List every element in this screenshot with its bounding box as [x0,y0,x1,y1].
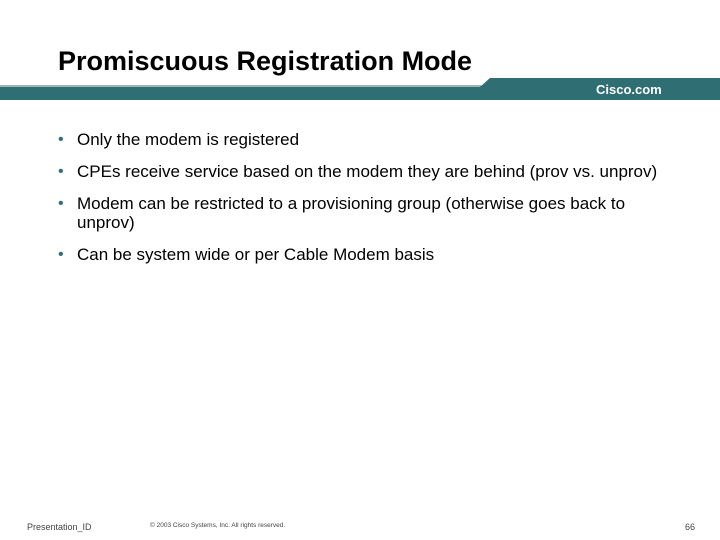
bullet-item [58,130,678,149]
page-number: 66 [684,522,695,532]
bullet-text: Modem can be restricted to a provisioning group (otherwise goes back to unprov) [77,194,626,232]
bullet-icon: • [58,131,64,148]
bullet-item [58,194,678,232]
bullet-text: Can be system wide or per Cable Modem basis [77,245,435,264]
bullet-item [58,162,678,181]
bullet-text: Only the modem is registered [77,130,300,149]
bullet-icon: • [58,195,64,212]
bullet-icon: • [58,163,64,180]
bullet-list [58,130,678,277]
slide-title: Promiscuous Registration Mode [58,46,473,76]
footer-copyright: © 2003 Cisco Systems, Inc. All rights reserved. [150,522,286,529]
bullet-icon: • [58,246,64,263]
bullet-text: CPEs receive service based on the modem they are behind (prov vs. unprov) [77,162,658,181]
bullet-item [58,245,678,264]
footer-presentation-id: Presentation_ID [27,522,92,532]
brand-logo-text: Cisco.com [596,82,662,97]
